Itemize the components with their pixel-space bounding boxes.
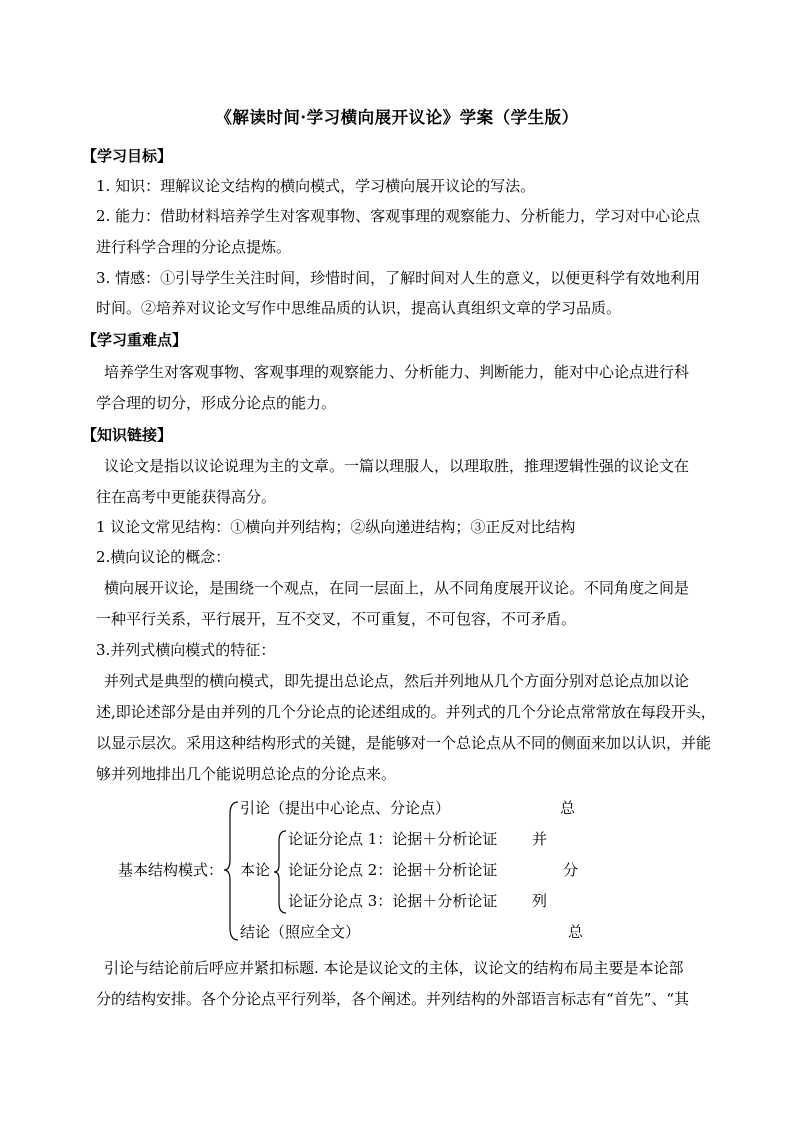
outer-brace-icon: [222, 800, 242, 942]
goal-emotion: 3. 情感：①引导学生关注时间，珍惜时间，了解时间对人生的意义，以便更科学有效地利用: [96, 269, 701, 287]
diagram-label: 基本结构模式：: [118, 861, 224, 879]
ending-paragraph-cont: 分的结构安排。各个分论点平行列举，各个阐述。并列结构的外部语言标志有“首先”、“其: [96, 990, 690, 1008]
diagram-mark-bing: 并: [532, 830, 548, 848]
goal-ability: 2. 能力：借助材料培养学生对客观事物、客观事理的观察能力、分析能力，学习对中心论点: [96, 207, 701, 225]
section-heading-goals: 【学习目标】: [82, 147, 173, 165]
concept-paragraph: 横向展开议论，是围绕一个观点，在同一层面上，从不同角度展开议论。不同角度之间是: [104, 579, 690, 597]
features-paragraph-2: 述,即论述部分是由并列的几个分论点的论述组成的。并列式的几个分论点常常放在每段开头，: [96, 703, 716, 721]
diagram-point-2: 论证分论点 2：论据＋分析论证: [288, 861, 498, 879]
diagram-mark-lie: 列: [532, 892, 548, 910]
diagram-mark-zong-top: 总: [560, 799, 576, 817]
key-paragraph-cont: 学合理的切分，形成分论点的能力。: [96, 394, 337, 412]
concept-heading: 2.横向议论的概念：: [96, 548, 231, 566]
diagram-mark-fen: 分: [563, 861, 579, 879]
diagram-point-3: 论证分论点 3：论据＋分析论证: [288, 892, 498, 910]
knowledge-paragraph-cont: 往在高考中更能获得高分。: [96, 488, 277, 506]
structures-list: 1 议论文常见结构：①横向并列结构；②纵向递进结构；③正反对比结构: [96, 518, 576, 536]
goal-knowledge: 1. 知识：理解议论文结构的横向模式，学习横向展开议论的写法。: [96, 177, 536, 195]
features-heading: 3.并列式横向模式的特征：: [96, 641, 276, 659]
concept-paragraph-cont: 一种平行关系，平行展开，互不交叉，不可重复，不可包容，不可矛盾。: [96, 610, 577, 628]
goal-ability-cont: 进行科学合理的分论点提炼。: [96, 238, 292, 256]
diagram-mark-zong-bottom: 总: [568, 923, 584, 941]
features-paragraph-3: 以显示层次。采用这种结构形式的关键，是能够对一个总论点从不同的侧面来加以认识，并能: [96, 734, 712, 752]
section-heading-knowledge: 【知识链接】: [82, 426, 173, 444]
goal-emotion-cont: 时间。②培养对议论文写作中思维品质的认识，提高认真组织文章的学习品质。: [96, 299, 622, 317]
features-paragraph: 并列式是典型的横向模式，即先提出总论点，然后并列地从几个方面分别对总论点加以论: [104, 672, 690, 690]
knowledge-paragraph: 议论文是指以议论说理为主的文章。一篇以理服人，以理取胜，推理逻辑性强的议论文在: [104, 457, 690, 475]
features-paragraph-4: 够并列地排出几个能说明总论点的分论点来。: [96, 765, 397, 783]
key-paragraph: 培养学生对客观事物、客观事理的观察能力、分析能力、判断能力，能对中心论点进行科: [104, 363, 690, 381]
diagram-body: 本论: [240, 861, 271, 879]
diagram-conclusion: 结论（照应全文）: [240, 923, 361, 941]
section-heading-key: 【学习重难点】: [82, 331, 188, 349]
diagram-intro: 引论（提出中心论点、分论点）: [240, 799, 451, 817]
ending-paragraph: 引论与结论前后呼应并紧扣标题. 本论是议论文的主体，议论文的结构布局主要是本论部: [104, 959, 684, 977]
inner-brace-icon: [272, 829, 290, 915]
page-title: 《解读时间·学习横向展开议论》学案（学生版）: [215, 108, 579, 127]
diagram-point-1: 论证分论点 1：论据＋分析论证: [288, 830, 498, 848]
